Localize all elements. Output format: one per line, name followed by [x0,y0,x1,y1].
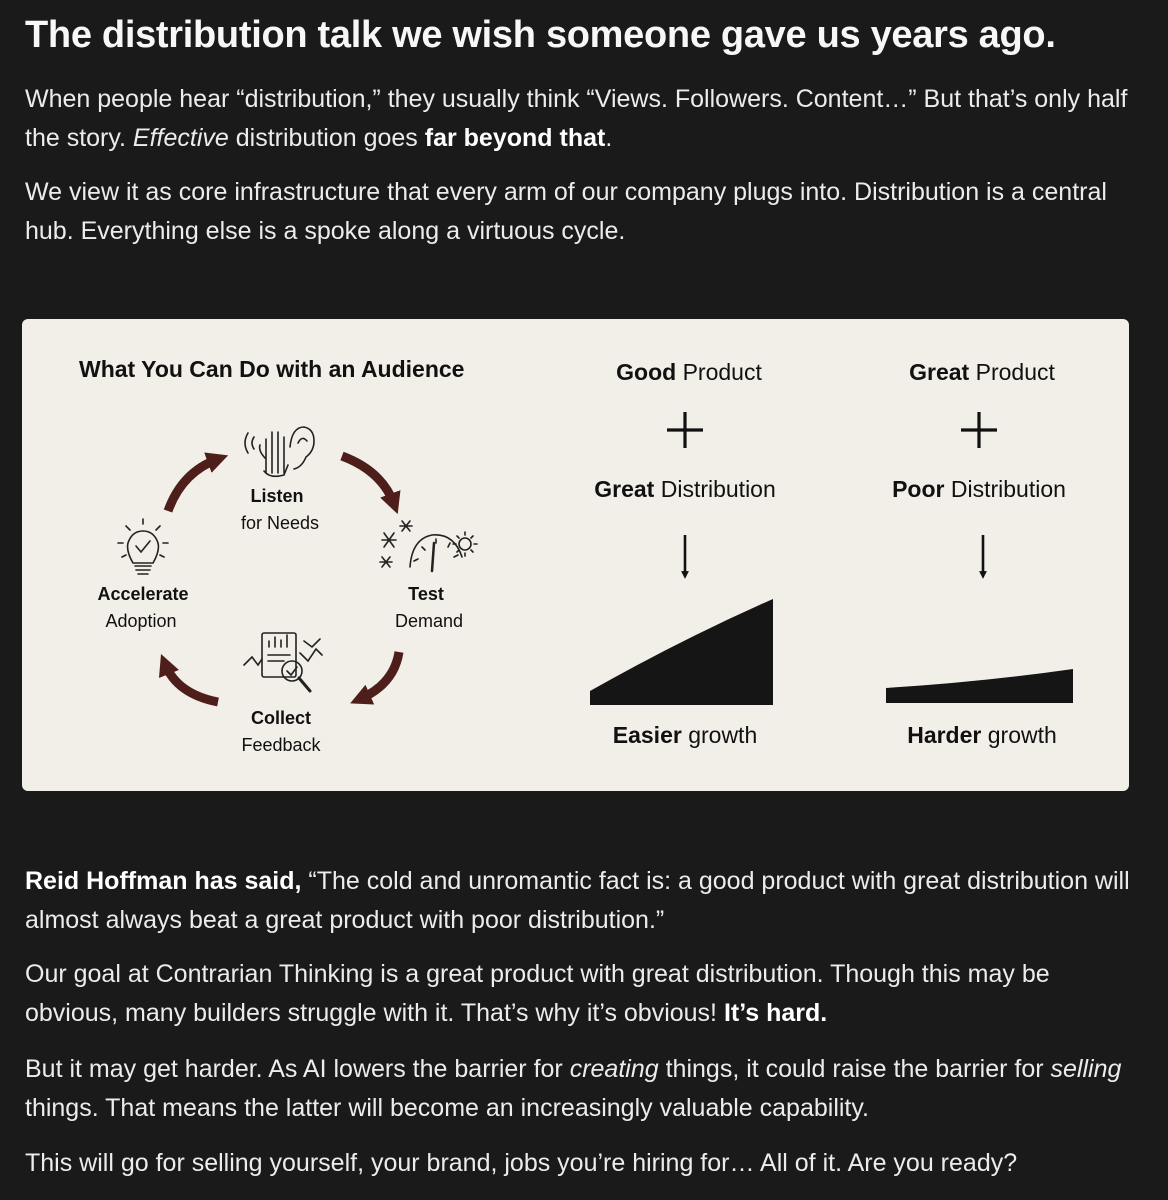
cycle-title: What You Can Do with an Audience [79,356,465,382]
arrow-collect-to-accelerate [165,664,218,702]
right-top-label: Great Product [909,359,1055,385]
document-magnifier-icon [244,633,322,691]
paragraph-goal: Our goal at Contrarian Thinking is a great product with great distribution. Though this may be obvious, many builders struggle with it. That’s why it’s obvious! It’s hard. [25,960,1050,1027]
collect-label: Collect [250,708,312,728]
listen-sublabel: for Needs [240,513,320,533]
right-plus-sign [961,412,997,448]
listen-label: Listen [250,486,304,506]
gauge-weather-icon [380,521,477,571]
paragraph-ai-barrier: But it may get harder. As AI lowers the barrier for creating things, it could raise the barrier for selling things. That means the latter will become an increasingly valuable capability. [25,1055,1122,1122]
easier-growth-curve [590,599,773,705]
paragraph-intro: When people hear “distribution,” they usually think “Views. Followers. Content…” But that’s only half the story. Effective distribution goes far beyond that. [25,85,1128,152]
arrow-listen-to-test [342,456,394,504]
arrow-accelerate-to-listen [168,459,218,511]
left-plus-sign [667,412,703,448]
paragraph-infrastructure: We view it as core infrastructure that every arm of our company plugs into. Distribution is a central hub. Everything else is a spoke along a virtuous cycle. [25,178,1107,245]
collect-sublabel: Feedback [241,735,321,755]
left-middle-label: Great Distribution [594,476,776,502]
diagram-graphics [22,319,1129,791]
right-middle-label: Poor Distribution [892,476,1066,502]
left-bottom-label: Easier growth [612,722,758,748]
accelerate-label: Accelerate [97,584,189,604]
lightbulb-check-icon [118,519,168,574]
paragraph-hoffman-quote: Reid Hoffman has said, “The cold and unromantic fact is: a good product with great distribution will almost always beat a great product with poor distribution.” [25,867,1130,934]
hand-ear-icon [245,427,314,476]
test-label: Test [408,584,444,604]
accelerate-sublabel: Adoption [105,611,177,631]
test-sublabel: Demand [394,611,464,631]
right-bottom-label: Harder growth [907,722,1057,748]
arrow-test-to-collect [360,652,399,699]
paragraph-closing: This will go for selling yourself, your brand, jobs you’re hiring for… All of it. Are you ready? [25,1149,1018,1177]
article-title: The distribution talk we wish someone gave us years ago. [25,14,1056,56]
harder-growth-curve [886,669,1073,703]
distribution-diagram-card [22,319,1129,791]
left-top-label: Good Product [616,359,762,385]
